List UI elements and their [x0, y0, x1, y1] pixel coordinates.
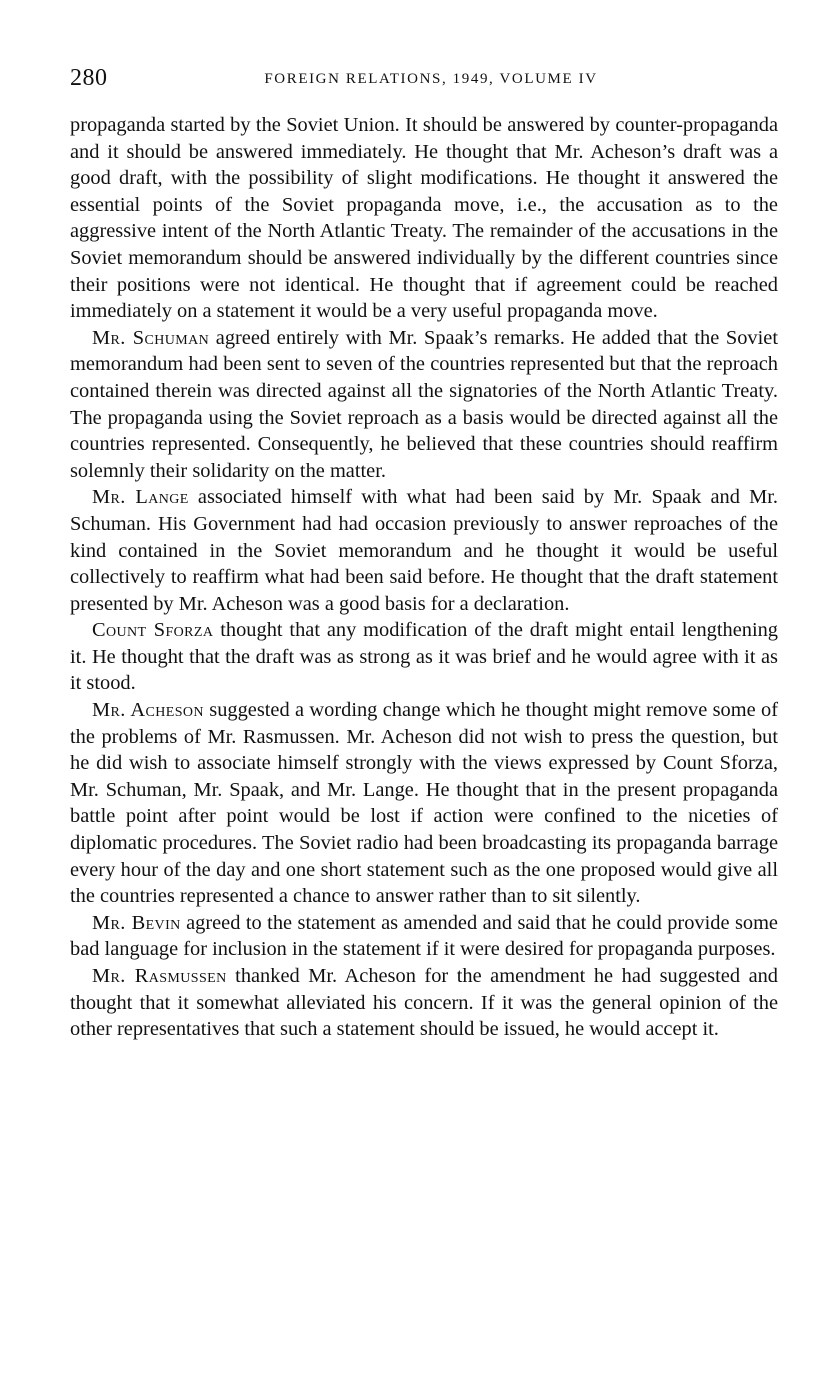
- paragraph-3: [70, 484, 778, 617]
- paragraph-text: agreed to the statement as amended and said that he could provide some bad language for inclusion in the statement if it were desired for propaganda purposes.: [70, 911, 778, 961]
- running-title: FOREIGN RELATIONS, 1949, VOLUME IV: [264, 71, 598, 87]
- paragraph-text: associated himself with what had been said by Mr. Spaak and Mr. Schuman. His Government had had occasion previously to answer reproaches of the kind contained in the Soviet memorandum and he thought it would be useful collectively to reaffirm what had been said before. He thought that the draft statement presented by Mr. Acheson was a good basis for a declaration.: [70, 486, 778, 615]
- paragraph-2: [70, 325, 778, 485]
- paragraph-4: [70, 617, 778, 697]
- speaker-name: Mr. Lange: [92, 486, 189, 509]
- paragraph-text: agreed entirely with Mr. Spaak’s remarks. He added that the Soviet memorandum had been sent to seven of the countries represented but that the reproach contained therein was directed against all the signatories of the North Atlantic Treaty. The propaganda using the Soviet reproach as a basis would be directed against all the countries represented. Consequently, he believed that these countries should reaffirm solemnly their solidarity on the matter.: [70, 326, 778, 482]
- paragraph-text: thanked Mr. Acheson for the amendment he had suggested and thought that it somewhat alleviated his concern. If it was the general opinion of the other representatives that such a statement should be issued, he would accept it.: [70, 965, 779, 1041]
- speaker-name: Mr. Schuman: [92, 326, 210, 349]
- running-header: [70, 62, 778, 98]
- speaker-name: Mr. Acheson: [92, 699, 204, 722]
- paragraph-7: [70, 963, 778, 1043]
- paragraph-text: suggested a wording change which he thought might remove some of the problems of Mr. Rasmussen. Mr. Acheson did not wish to press the question, but he did wish to associate himself strongly with the views expressed by Count Sforza, Mr. Schuman, Mr. Spaak, and Mr. Lange. He thought that in the present propaganda battle point after point would be lost if action were confined to the niceties of diplomatic procedures. The Soviet radio had been broadcasting its propaganda barrage every hour of the day and one short statement such as the one proposed would give all the countries represented a chance to answer rather than to sit silently.: [70, 699, 778, 908]
- paragraph-5: [70, 697, 778, 910]
- speaker-name: Mr. Rasmussen: [92, 965, 227, 987]
- speaker-name: Count Sforza: [92, 619, 214, 642]
- paragraph-text: thought that any modification of the draft might entail lengthening it. He thought that the draft was as strong as it was brief and he would agree with it as it stood.: [70, 619, 778, 695]
- document-page: [70, 62, 778, 1043]
- paragraph-text: propaganda started by the Soviet Union. It should be answered by counter-propaganda and it should be answered immediately. He thought that Mr. Acheson’s draft was a good draft, with the possibility of slight modifications. He thought it answered the essential points of the Soviet propaganda move, i.e., the accusation as to the aggressive intent of the North Atlantic Treaty. The remainder of the accusations in the Soviet memorandum should be answered individually by the different countries since their positions were not identical. He thought that if agreement could be reached immediately on a statement it would be a very useful propaganda move.: [70, 114, 778, 323]
- page-number: 280: [70, 65, 108, 91]
- paragraph-1: [70, 112, 778, 325]
- speaker-name: Mr. Bevin: [92, 911, 181, 934]
- body-text: [70, 112, 778, 1043]
- paragraph-6: [70, 910, 778, 963]
